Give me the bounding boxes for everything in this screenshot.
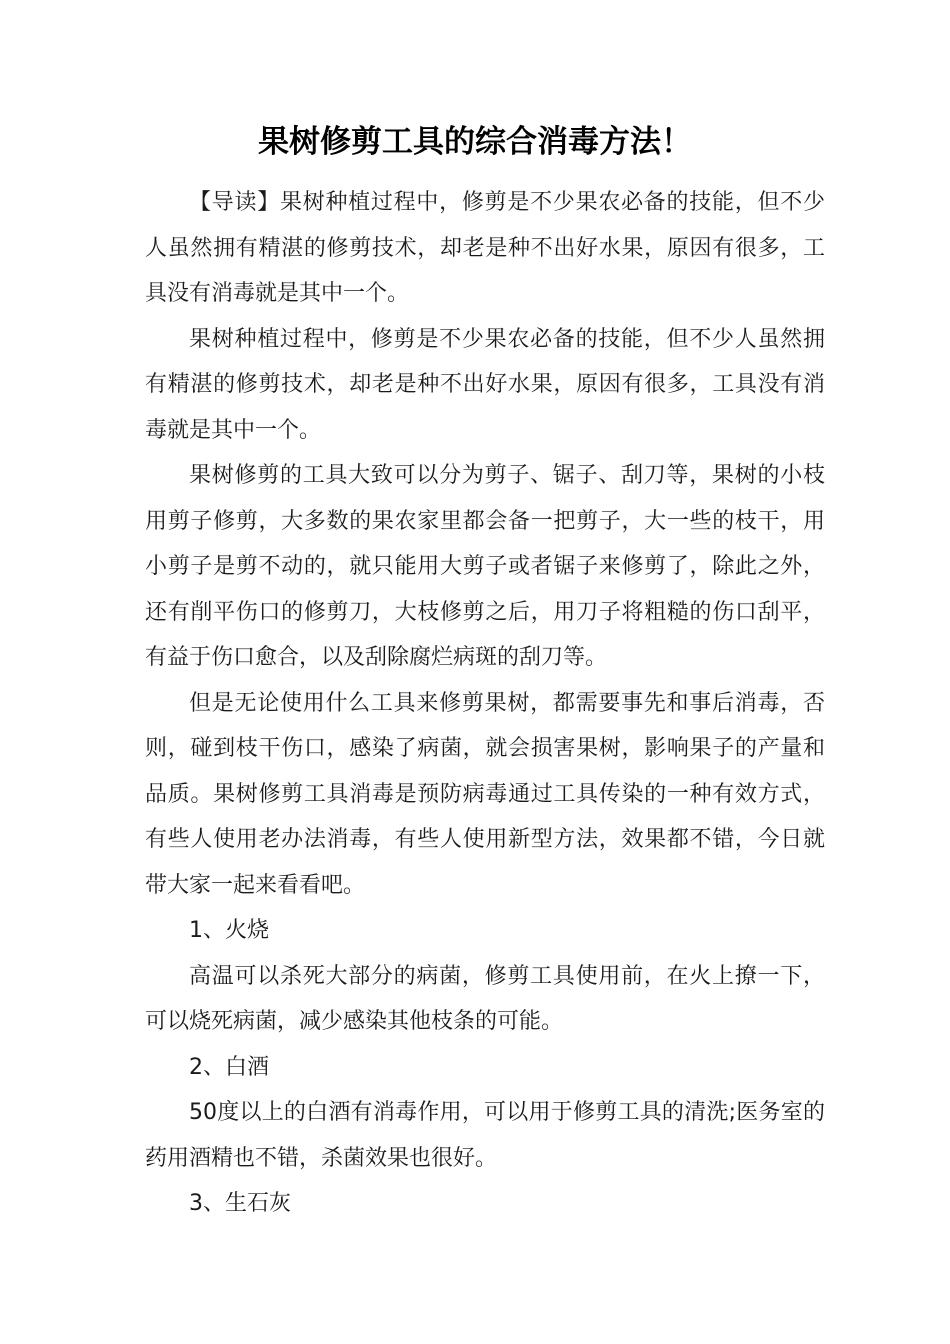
- document-title: 果树修剪工具的综合消毒方法！: [258, 124, 692, 160]
- section-heading: 2、白酒: [189, 1054, 269, 1080]
- section-heading: 1、火烧: [189, 918, 269, 943]
- document-body: [145, 180, 825, 1227]
- paragraph: 高温可以杀死大部分的病菌，修剪工具使用前，在火上撩一下，可以烧死病菌，减少感染其他枝条的可能。: [145, 963, 825, 1034]
- paragraph: 果树修剪的工具大致可以分为剪子、锯子、刮刀等，果树的小枝用剪子修剪，大多数的果农家里都会备一把剪子，大一些的枝干，用小剪子是剪不动的，就只能用大剪子或者锯子来修剪了，除此之外，还有削平伤口的修剪刀，大枝修剪之后，用刀子将粗糙的伤口刮平，有益于伤口愈合，以及刮除腐烂病斑的刮刀等。: [145, 463, 825, 670]
- section-heading: 3、生石灰: [189, 1191, 291, 1216]
- paragraph: 果树种植过程中，修剪是不少果农必备的技能，但不少人虽然拥有精湛的修剪技术，却老是种不出好水果，原因有很多，工具没有消毒就是其中一个。: [145, 326, 825, 443]
- intro-paragraph: 【导读】果树种植过程中，修剪是不少果农必备的技能，但不少人虽然拥有精湛的修剪技术，却老是种不出好水果，原因有很多，工具没有消毒就是其中一个。: [145, 190, 825, 306]
- paragraph: 50度以上的白酒有消毒作用，可以用于修剪工具的清洗;医务室的药用酒精也不错，杀菌效果也很好。: [145, 1100, 825, 1171]
- paragraph: 但是无论使用什么工具来修剪果树，都需要事先和事后消毒，否则，碰到枝干伤口，感染了病菌，就会损害果树，影响果子的产量和品质。果树修剪工具消毒是预防病毒通过工具传染的一种有效方式，有些人使用老办法消毒，有些人使用新型方法，效果都不错，今日就带大家一起来看看吧。: [145, 690, 825, 898]
